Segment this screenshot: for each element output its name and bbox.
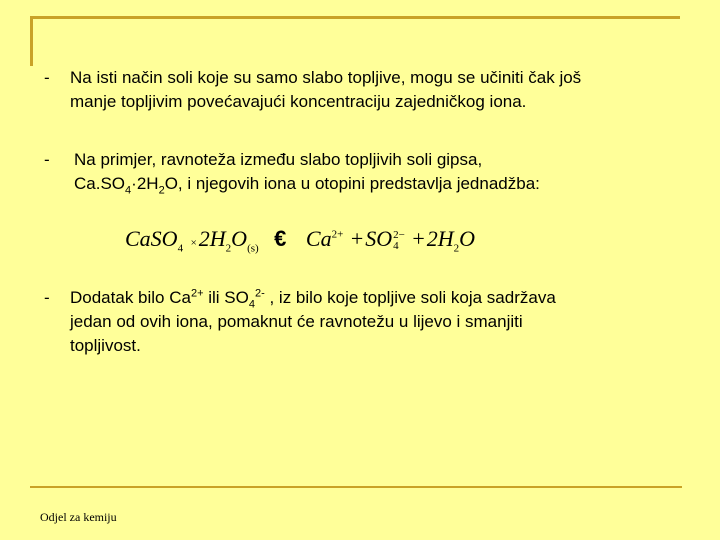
eq-subscript: 4 (177, 242, 184, 255)
eq-state: (s) (247, 242, 259, 255)
text-run: Dodatak bilo Ca (70, 288, 191, 307)
bullet-dash: - (44, 150, 50, 169)
bottom-decor-line (30, 486, 682, 488)
eq-term: SO (365, 226, 393, 251)
footer-department: Odjel za kemiju (40, 510, 117, 524)
text-run: , iz bilo koje topljive soli koja sadržava (264, 288, 556, 307)
bullet-gypsum-example (44, 148, 684, 196)
bullet-line: Na isti način soli koje su samo slabo topljive, mogu se učiniti čak još (70, 68, 582, 87)
bullet-line-formula (70, 286, 684, 310)
eq-charge: 2+ (331, 228, 344, 241)
bullet-dash: - (44, 68, 50, 87)
text-run: ·2H (131, 174, 159, 193)
text-run: O, i njegovih iona u otopini predstavlja jednadžba: (164, 174, 540, 193)
eq-term: O (231, 226, 248, 251)
equilibrium-arrow-icon: € (274, 226, 287, 251)
eq-term: 2H (198, 226, 226, 251)
equilibrium-equation (125, 222, 475, 260)
eq-term: 2H (426, 226, 454, 251)
eq-term: Ca (305, 226, 332, 251)
eq-charge-stack (393, 230, 405, 252)
bullet-dash: - (44, 288, 50, 307)
eq-subscript: 2 (225, 242, 232, 255)
bullet-line: jedan od ovih iona, pomaknut će ravnotežu u lijevo i smanjiti (70, 312, 523, 331)
bullet-common-ion (44, 66, 684, 114)
subscript: 2 (158, 184, 165, 197)
eq-subscript: 4 (393, 239, 399, 252)
eq-times: × (190, 237, 197, 249)
bullet-line: topljivost. (70, 336, 141, 355)
text-run: ili SO (203, 288, 249, 307)
top-decor-line (30, 16, 680, 19)
eq-plus: + (412, 226, 425, 251)
eq-term: O (459, 226, 476, 251)
bullet-line-formula (74, 172, 684, 196)
text-run: Ca.SO (74, 174, 126, 193)
left-decor-line (30, 16, 33, 66)
superscript: 2+ (190, 287, 204, 300)
subscript: 4 (248, 298, 255, 311)
bullet-line: manje topljivim povećavajući koncentraciju zajedničkog iona. (70, 92, 527, 111)
eq-charge: 2− (393, 228, 405, 241)
eq-plus: + (350, 226, 364, 251)
superscript: 2- (254, 287, 265, 300)
bullet-line: Na primjer, ravnoteža između slabo topljivih soli gipsa, (74, 150, 483, 169)
eq-subscript: 2 (453, 242, 460, 255)
subscript: 4 (125, 184, 132, 197)
bullet-addition-effect (44, 286, 684, 358)
eq-term: CaSO (125, 226, 178, 251)
